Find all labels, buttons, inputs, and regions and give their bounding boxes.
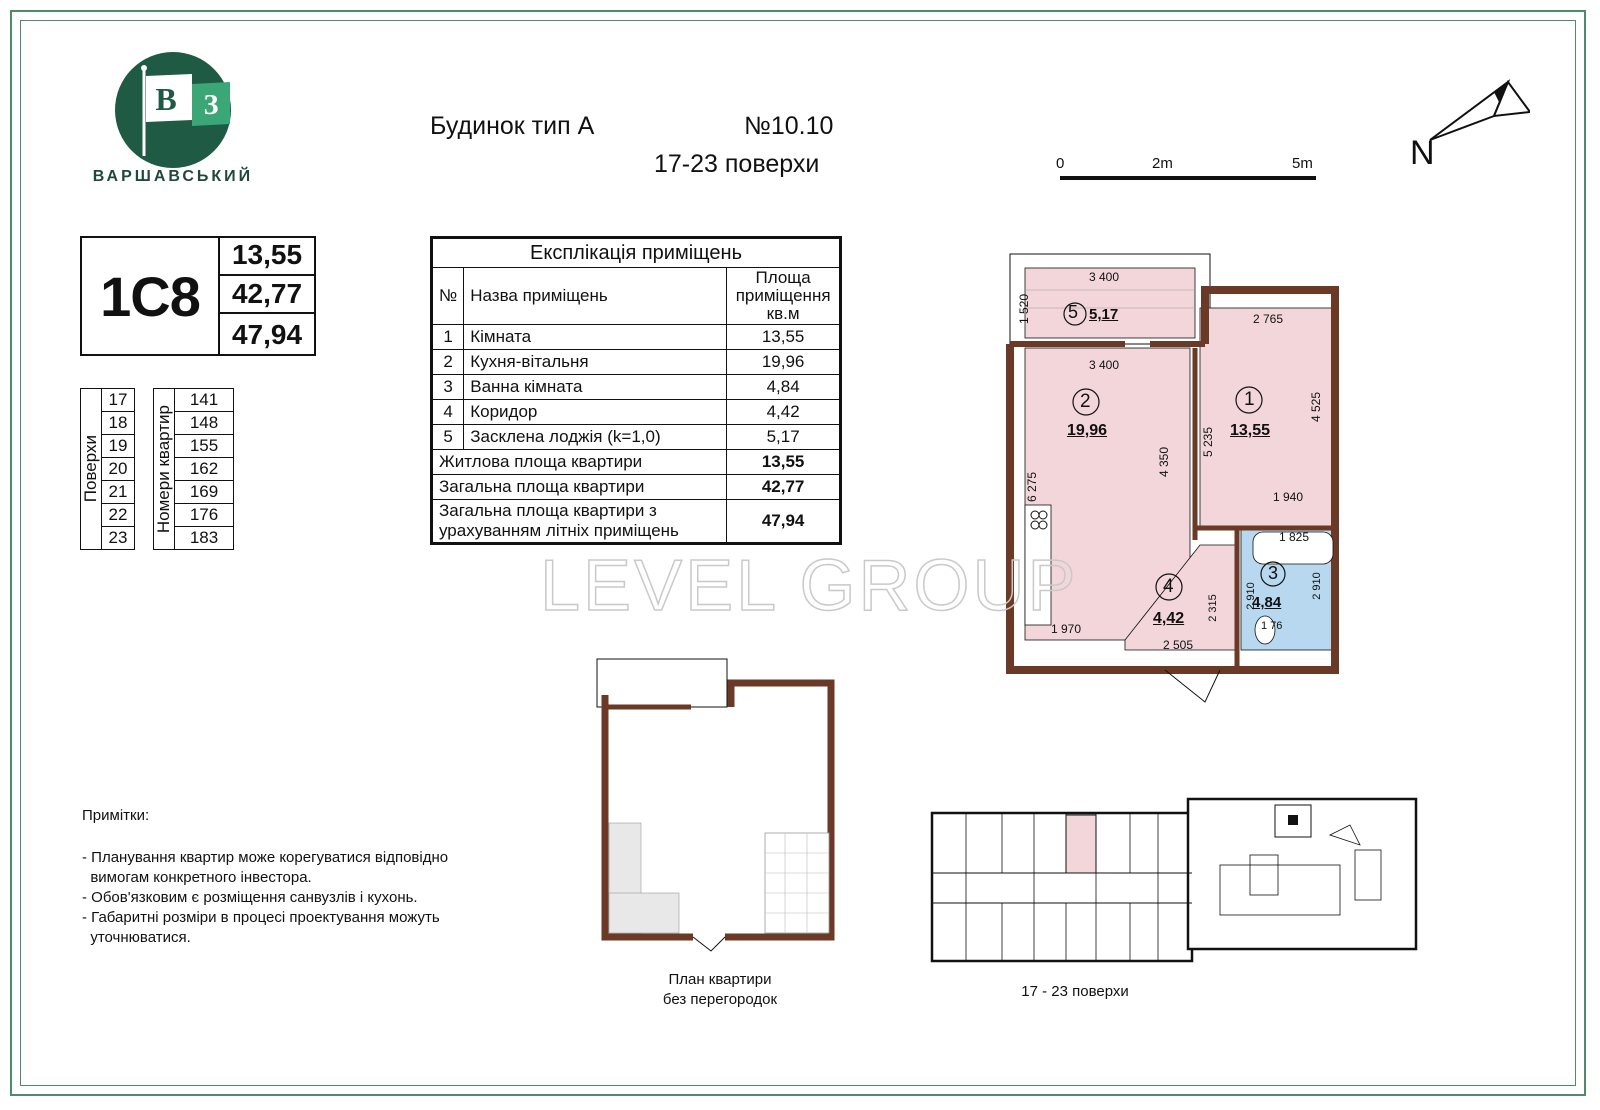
room-2-area: 19,96	[1067, 422, 1108, 439]
floor-cell: 18	[102, 412, 135, 435]
table-row	[433, 375, 840, 400]
row-name: Засклена лоджія (k=1,0)	[464, 425, 727, 450]
apartment-plan	[1005, 250, 1350, 720]
plan-without-partitions	[595, 655, 835, 955]
dimension-label: 2 315	[1206, 594, 1219, 622]
numbers-header-cell	[154, 389, 175, 550]
apartment-number-cell: 183	[175, 527, 234, 550]
row-area: 4,84	[727, 375, 840, 400]
note-line: уточнюватися.	[82, 929, 191, 946]
row-name: Кухня-вітальня	[464, 350, 727, 375]
row-no: 4	[433, 400, 464, 425]
dimension-label: 2 910	[1310, 572, 1323, 600]
floor-cell: 17	[102, 389, 135, 412]
floor-cell: 22	[102, 504, 135, 527]
logo-letter-z: З	[203, 90, 219, 121]
dimension-label: 1 825	[1279, 530, 1310, 544]
floor-cell: 21	[102, 481, 135, 504]
floor-key-plan-drawing	[930, 795, 1420, 965]
logo-name: ВАРШАВСЬКИЙ	[92, 168, 254, 185]
dimension-label: 2 910	[1244, 582, 1257, 610]
dimension-label: 1 76	[1261, 620, 1283, 632]
table-row	[433, 325, 840, 350]
dimension-label: 6 275	[1025, 471, 1040, 503]
plan-without-partitions-drawing	[595, 655, 835, 955]
row-area: 19,96	[727, 350, 840, 375]
scale-label-0: 0	[1056, 155, 1065, 172]
dimension-label: 3 400	[1089, 358, 1120, 372]
caption-line-2: без перегородок	[662, 991, 778, 1008]
apartment-code: 1С8	[100, 264, 200, 328]
notes	[82, 806, 542, 948]
dimension-label: 1 970	[1051, 622, 1082, 636]
floors-table	[80, 388, 234, 550]
summary-value: 47,94	[727, 500, 840, 543]
row-name: Коридор	[464, 400, 727, 425]
table-row	[433, 400, 840, 425]
caption-line-1: План квартири	[668, 971, 772, 988]
area-total: 42,77	[218, 274, 314, 312]
scale-label-5m: 5m	[1292, 155, 1313, 172]
floors-header-cell	[81, 389, 102, 550]
note-line: - Габаритні розміри в процесі проектування можуть	[82, 909, 440, 926]
house-type: Будинок тип А	[430, 112, 595, 140]
logo-emblem-icon	[108, 48, 283, 173]
dimension-label: 4 525	[1309, 391, 1324, 423]
scale-line	[1060, 176, 1316, 180]
row-no: 1	[433, 325, 464, 350]
dimension-label: 1 520	[1017, 293, 1032, 325]
area-total-summer: 47,94	[218, 312, 314, 356]
watermark: LEVEL GROUP	[540, 546, 1079, 626]
summary-label: Загальна площа квартири з урахуванням літніх приміщень	[433, 500, 727, 543]
room-4-number: 4	[1163, 576, 1174, 597]
notes-title: Примітки:	[82, 807, 150, 824]
dimension-label: 2 765	[1253, 312, 1284, 326]
apartment-number-cell: 141	[175, 389, 234, 412]
apartment-number-cell: 148	[175, 412, 234, 435]
summary-row	[433, 500, 840, 543]
col-header-name: Назва приміщень	[464, 268, 727, 325]
room-5-area: 5,17	[1089, 306, 1119, 323]
explication-table	[430, 236, 842, 545]
logo-letter-v: В	[155, 81, 177, 117]
row-no: 3	[433, 375, 464, 400]
row-area: 5,17	[727, 425, 840, 450]
col-header-no: №	[433, 268, 464, 325]
room-1-number: 1	[1244, 389, 1255, 410]
dimension-label: 2 505	[1163, 638, 1194, 652]
row-name: Ванна кімната	[464, 375, 727, 400]
apartment-numbers-label: Номери квартир	[154, 404, 173, 534]
floor-cell: 19	[102, 435, 135, 458]
plan-number: №10.10	[744, 112, 834, 140]
col-header-area: Площа приміщення кв.м	[727, 268, 840, 325]
floor-cell: 23	[102, 527, 135, 550]
apartment-number-cell: 162	[175, 458, 234, 481]
area-living: 13,55	[218, 236, 314, 274]
apartment-number-cell: 169	[175, 481, 234, 504]
compass	[1410, 78, 1530, 178]
caption-floor-plan: 17 - 23 поверхи	[1021, 983, 1129, 1000]
note-line: - Планування квартир може корегуватися відповідно	[82, 849, 449, 866]
dimension-label: 5 235	[1201, 426, 1216, 458]
summary-label: Житлова площа квартири	[433, 450, 727, 475]
room-3-area: 4,84	[1252, 594, 1282, 611]
room-1-area: 13,55	[1230, 422, 1271, 439]
apartment-number-cell: 176	[175, 504, 234, 527]
floors-label: Поверхи	[81, 435, 100, 503]
table-row	[433, 425, 840, 450]
room-2-number: 2	[1080, 391, 1091, 412]
row-no: 2	[433, 350, 464, 375]
dimension-label: 1 940	[1273, 490, 1304, 504]
summary-row	[433, 475, 840, 500]
row-area: 4,42	[727, 400, 840, 425]
explication-title: Експлікація приміщень	[433, 239, 840, 268]
summary-row	[433, 450, 840, 475]
floor-cell: 20	[102, 458, 135, 481]
room-5-number: 5	[1068, 302, 1079, 322]
dimension-label: 4 350	[1157, 446, 1172, 478]
row-area: 13,55	[727, 325, 840, 350]
room-3-number: 3	[1268, 563, 1279, 583]
caption-plan-without-partitions	[620, 970, 820, 1010]
dimension-label: 3 400	[1089, 270, 1120, 284]
floors-range: 17-23 поверхи	[654, 150, 820, 178]
apartment-number-cell: 155	[175, 435, 234, 458]
summary-value: 42,77	[727, 475, 840, 500]
floor-key-plan	[930, 795, 1420, 965]
summary-label: Загальна площа квартири	[433, 475, 727, 500]
summary-value: 13,55	[727, 450, 840, 475]
gap-cell	[135, 389, 154, 550]
row-no: 5	[433, 425, 464, 450]
row-name: Кімната	[464, 325, 727, 350]
table-row	[433, 350, 840, 375]
note-line: - Обов'язковим є розміщення санвузлів і кухонь.	[82, 889, 418, 906]
room-4-area: 4,42	[1153, 610, 1185, 627]
scale-bar	[1056, 150, 1320, 190]
compass-label: N	[1410, 134, 1435, 172]
note-line: вимогам конкретного інвестора.	[82, 869, 312, 886]
scale-label-2m: 2m	[1152, 155, 1173, 172]
